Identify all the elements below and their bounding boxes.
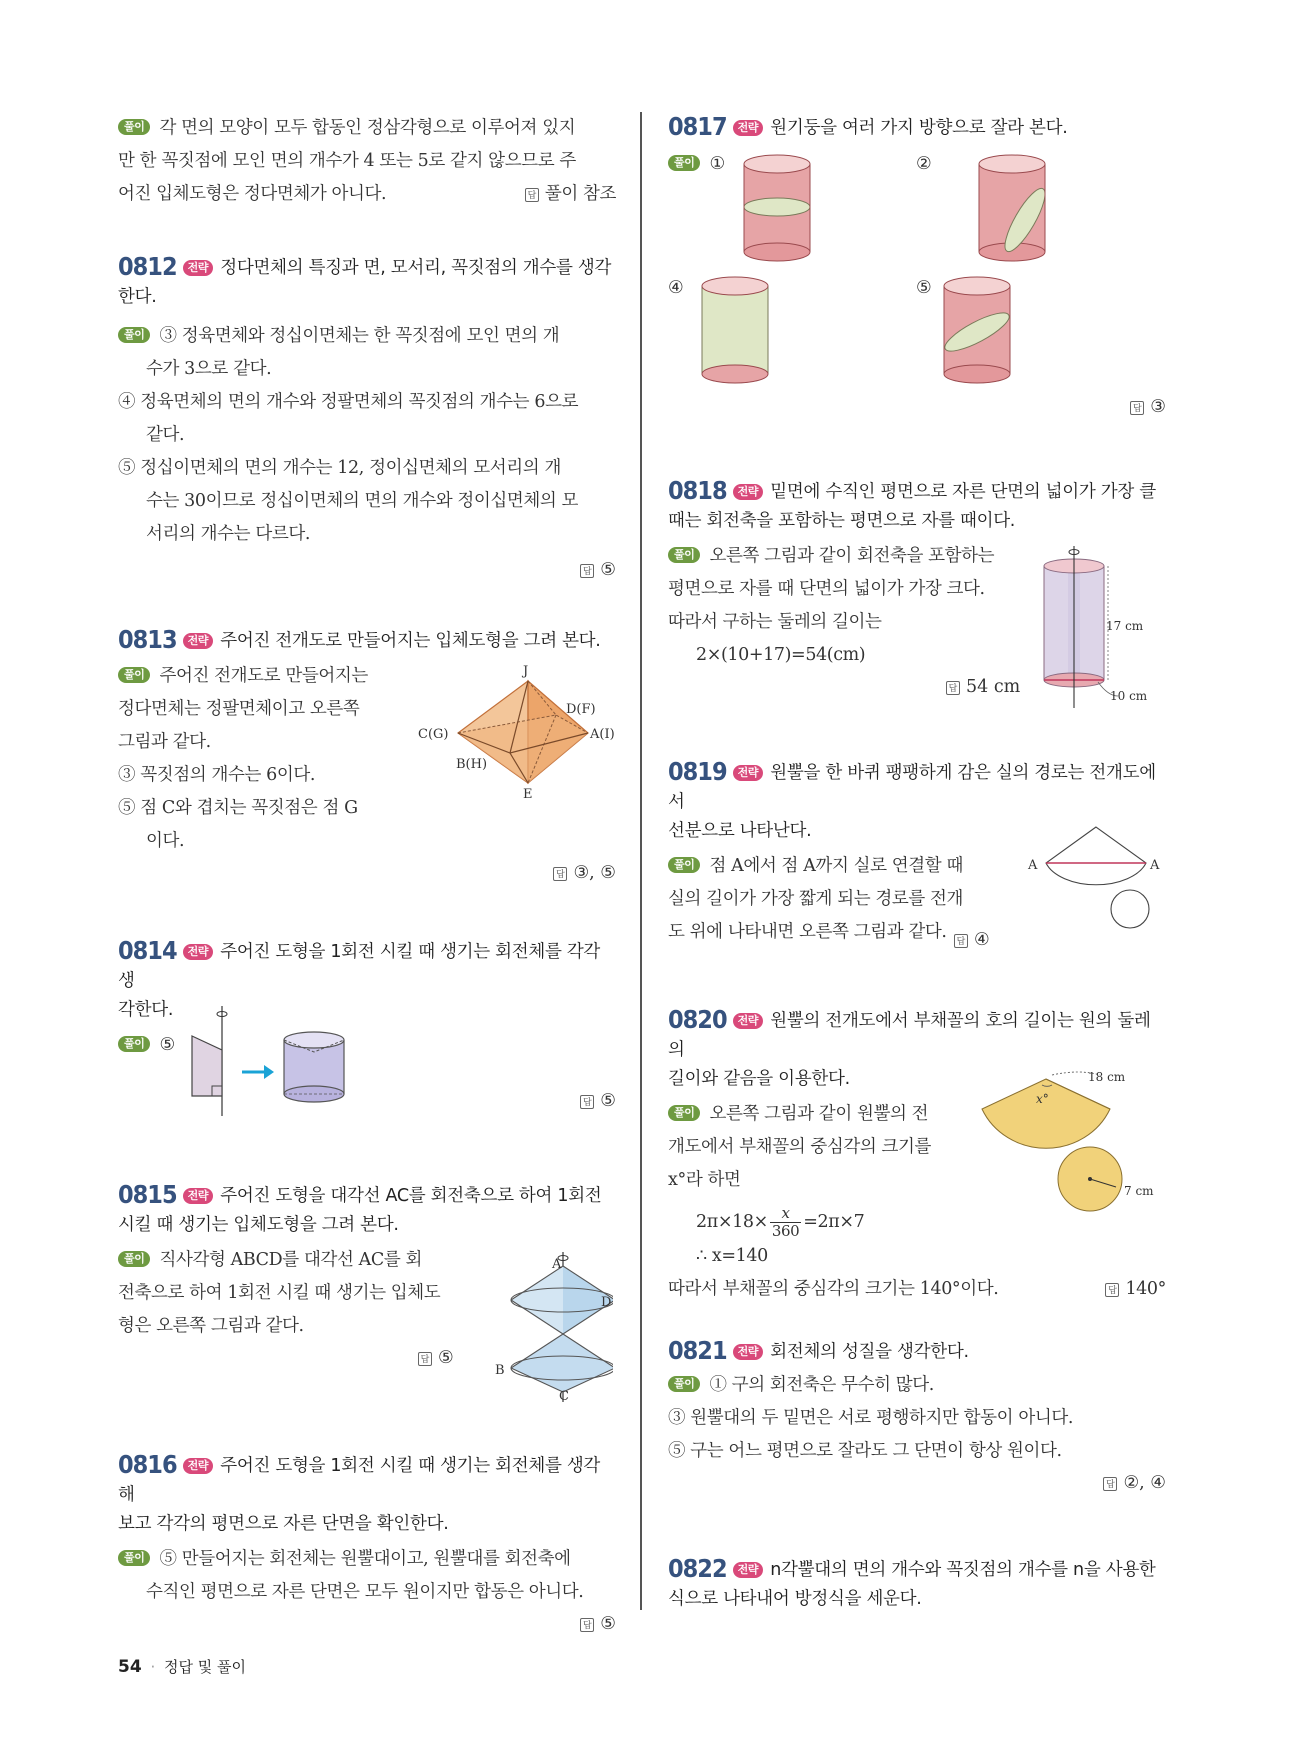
problem-number: 0817	[668, 112, 727, 141]
label-c: C	[559, 1389, 569, 1402]
answer: 답 ⑤	[418, 1343, 454, 1373]
label-j: J	[523, 665, 529, 679]
problem-number: 0815	[118, 1180, 177, 1209]
answer: 답 ⑤	[580, 1086, 616, 1116]
label-a-right: A	[1150, 858, 1160, 873]
label-a: A	[552, 1257, 562, 1272]
solution-tag: 풀이	[118, 1036, 150, 1052]
problem-0813: 0813 전략 주어진 전개도로 만들어지는 입체도형을 그려 본다. 풀이 주어진 전개도로 만들어지는 정다면체는 정팔면체이고 오른쪽 그림과 같다. ③ 꼭짓점의 개수는 6이다. ⑤ 점 C와 겹치는 꼭짓점은 점 G 이다. 답 ③, ⑤ J D(F) C(G) A(I) B(H) E	[118, 625, 616, 895]
problem-number: 0813	[118, 625, 177, 654]
strategy-tag: 전략	[183, 633, 214, 649]
problem-number: 0819	[668, 757, 727, 786]
cylinder-choice-1	[738, 152, 818, 262]
cone-net-figure	[1024, 819, 1164, 929]
label-ai: A(I)	[590, 727, 615, 742]
cylinder-cross-section-figure	[1038, 546, 1168, 710]
answer: 답 풀이 참조	[525, 178, 616, 211]
label-radius: 7 cm	[1124, 1184, 1154, 1198]
answer-icon: 답	[1105, 1283, 1119, 1297]
problem-0814: 0814 전략 주어진 도형을 1회전 시킬 때 생기는 회전체를 각각 생 각한다. 풀이 ⑤ 답 ⑤	[118, 936, 616, 1136]
problem-0811-solution: 풀이 각 면의 모양이 모두 합동인 정삼각형으로 이루어져 있지 만 한 꼭짓점에 모인 면의 개수가 4 또는 5로 같지 않으므로 주 어진 입체도형은 정다면체가 아니다. 답 풀이 참조	[118, 112, 616, 211]
answer-icon: 답	[580, 1618, 594, 1632]
problem-0819: 0819 전략 원뿔을 한 바퀴 팽팽하게 감은 실의 경로는 전개도에서 선분으로 나타난다. 풀이 점 A에서 점 A까지 실로 연결할 때 실의 길이가 가장 짧게 되는 경로를 전개 도 위에 나타내면 오른쪽 그림과 같다. 답 ④ A A	[668, 757, 1166, 957]
answer-icon: 답	[418, 1352, 432, 1366]
answer: 답 ③	[1130, 392, 1166, 422]
answer: 답 140°	[1105, 1273, 1166, 1306]
problem-number: 0812	[118, 252, 177, 281]
octahedron-figure	[418, 665, 618, 815]
problem-number: 0820	[668, 1005, 727, 1034]
solution-tag: 풀이	[668, 155, 700, 171]
solution-tag: 풀이	[668, 1376, 700, 1392]
double-cone-figure	[493, 1252, 613, 1402]
strategy-tag: 전략	[183, 260, 214, 276]
answer: 답 ②, ④	[668, 1468, 1166, 1498]
problem-number: 0818	[668, 476, 727, 505]
strategy-tag: 전략	[733, 765, 764, 781]
answer: 답 54 cm	[946, 672, 1020, 702]
equation: 2π×18× $\frac{x}{360}$ =2π×7	[696, 1204, 865, 1240]
fraction: $\frac{x}{360}$	[771, 1204, 800, 1240]
cone-net-sector-figure	[980, 1069, 1166, 1217]
cylinder-choice-2	[973, 152, 1053, 262]
solution-tag: 풀이	[118, 1251, 150, 1267]
strategy-tag: 전략	[733, 120, 764, 136]
strategy-tag: 전략	[183, 1188, 214, 1204]
problem-number: 0814	[118, 936, 177, 965]
answer: 답 ③, ⑤	[118, 858, 616, 888]
strategy-tag: 전략	[733, 1344, 764, 1360]
problem-0816: 0816 전략 주어진 도형을 1회전 시킬 때 생기는 회전체를 생각해 보고 각각의 평면으로 자른 단면을 확인한다. 풀이 ⑤ 만들어지는 회전체는 원뿔대이고, 원뿔대를 회전축에 수직인 평면으로 자른 단면은 모두 원이지만 합동은 아니다. 답 ⑤	[118, 1450, 616, 1639]
strategy-tag: 전략	[183, 1458, 214, 1474]
answer: 답 ④	[954, 925, 990, 955]
problem-0822: 0822 전략 n각뿔대의 면의 개수와 꼭짓점의 개수를 n을 사용한 식으로 나타내어 방정식을 세운다.	[668, 1554, 1156, 1609]
label-bh: B(H)	[456, 757, 488, 772]
solution-tag: 풀이	[118, 327, 150, 343]
label-cg: C(G)	[418, 727, 449, 742]
footer-title: 정답 및 풀이	[164, 1658, 247, 1676]
column-divider	[640, 112, 642, 1610]
problem-0812: 0812 전략 정다면체의 특징과 면, 모서리, 꼭짓점의 개수를 생각 한다. 풀이 ③ 정육면체와 정십이면체는 한 꼭짓점에 모인 면의 개 수가 3으로 같다. ④ 정육면체의 면의 개수와 정팔면체의 꼭짓점의 개수는 6으로 같다. ⑤ 정십이면체의 면의 개수는 12, 정이십면체의 모서리의 개 수는 30이므로 정십이면체의 면의 개수와 정이십면체의 모 서리의 개수는 다르다. 답 ⑤	[118, 252, 616, 585]
answer: 답 ⑤	[118, 555, 616, 585]
solution-tag: 풀이	[118, 119, 150, 135]
answer-icon: 답	[1103, 1477, 1117, 1491]
page-number: 54	[118, 1657, 142, 1677]
strategy-tag: 전략	[733, 484, 764, 500]
label-b: B	[495, 1363, 505, 1378]
problem-0815: 0815 전략 주어진 도형을 대각선 AC를 회전축으로 하여 1회전 시킬 때 생기는 입체도형을 그려 본다. 풀이 직사각형 ABCD를 대각선 AC를 회 전축으로 하여 1회전 시킬 때 생기는 입체도 형은 오른쪽 그림과 같다. 답 ⑤ A B C D	[118, 1180, 616, 1410]
problem-0821: 0821 전략 회전체의 성질을 생각한다. 풀이 ① 구의 회전축은 무수히 많다. ③ 원뿔대의 두 밑면은 서로 평행하지만 합동이 아니다. ⑤ 구는 어느 평면으로 잘라도 그 단면이 항상 원이다. 답 ②, ④	[668, 1336, 1166, 1498]
label-radius: 10 cm	[1110, 689, 1148, 703]
solution-tag: 풀이	[668, 857, 700, 873]
solution-tag: 풀이	[668, 547, 700, 563]
cylinder-choice-4	[696, 274, 776, 384]
problem-number: 0816	[118, 1450, 177, 1479]
label-e: E	[523, 787, 533, 802]
label-d: D	[601, 1295, 612, 1310]
cylinder-choice-5	[938, 274, 1018, 384]
label-slant: 18 cm	[1088, 1070, 1126, 1084]
answer-icon: 답	[580, 1095, 594, 1109]
problem-0820: 0820 전략 원뿔의 전개도에서 부채꼴의 호의 길이는 원의 둘레의 길이와 같음을 이용한다. 풀이 오른쪽 그림과 같이 원뿔의 전 개도에서 부채꼴의 중심각의 크기를 x°라 하면 2π×18× $\frac{x}{360}$ =2π×7 ∴ x=140 따라서 부채꼴의 중심각의 크기는 140°이다. 답 140° 18 cm x° 7 cm	[668, 1005, 1166, 1295]
problem-0817: 0817 전략 원기둥을 여러 가지 방향으로 잘라 본다. 풀이 ① ② ④ ⑤ 답 ③	[668, 112, 1166, 422]
label-angle: x°	[1036, 1092, 1049, 1106]
answer-icon: 답	[954, 934, 968, 948]
problem-number: 0821	[668, 1336, 727, 1365]
page-footer	[118, 1656, 246, 1677]
solution-tag: 풀이	[118, 667, 150, 683]
answer-icon: 답	[553, 867, 567, 881]
solution-tag: 풀이	[118, 1550, 150, 1566]
answer-icon: 답	[525, 188, 539, 202]
answer: 답 ⑤	[118, 1609, 616, 1639]
label-height: 17 cm	[1106, 619, 1144, 633]
label-a-left: A	[1028, 858, 1038, 873]
answer-icon: 답	[946, 681, 960, 695]
problem-number: 0822	[668, 1554, 727, 1583]
strategy-tag: 전략	[733, 1562, 764, 1578]
rotation-figure	[188, 1006, 388, 1118]
solution-tag: 풀이	[668, 1105, 700, 1121]
strategy-tag: 전략	[733, 1013, 764, 1029]
label-df: D(F)	[566, 702, 596, 717]
answer-icon: 답	[580, 564, 594, 578]
separator-dot: ·	[150, 1658, 156, 1676]
answer-icon: 답	[1130, 401, 1144, 415]
problem-0818: 0818 전략 밑면에 수직인 평면으로 자른 단면의 넓이가 가장 클 때는 회전축을 포함하는 평면으로 자를 때이다. 풀이 오른쪽 그림과 같이 회전축을 포함하는 평면으로 자를 때 단면의 넓이가 가장 크다. 따라서 구하는 둘레의 길이는 2×(10+17)=54(cm) 답 54 cm 17 cm 10 cm	[668, 476, 1166, 716]
strategy-tag: 전략	[183, 944, 214, 960]
